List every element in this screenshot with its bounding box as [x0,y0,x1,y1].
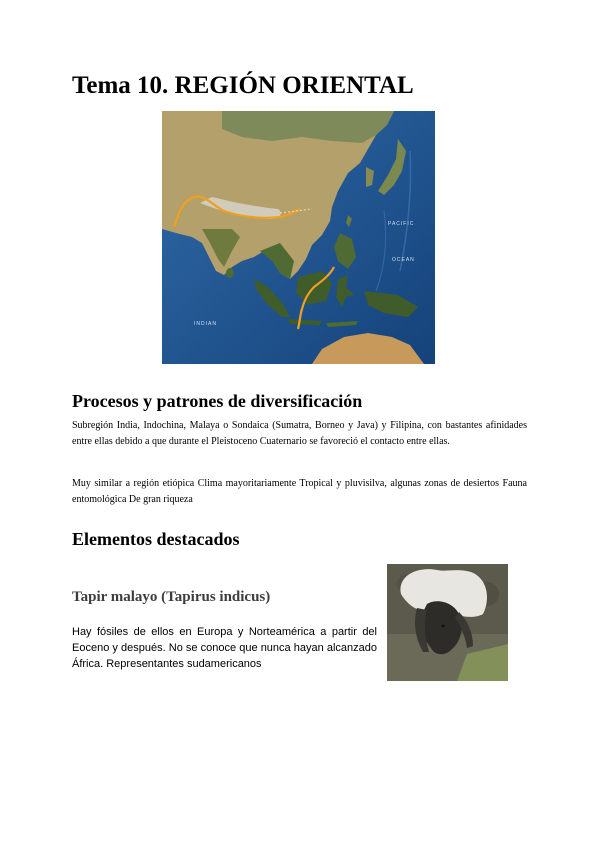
page-title: Tema 10. REGIÓN ORIENTAL [72,72,414,99]
paragraph-subregiones: Subregión India, Indochina, Malaya o Sondaica (Sumatra, Borneo y Java) y Filipina, con bastantes afinidades entre ellas debido a que durante el Pleistoceno Cuaternario se favoreció el contacto entre ellas. [72,420,527,447]
paragraph-tapir: Hay fósiles de ellos en Europa y Norteamérica a partir del Eoceno y después. No se conoce que nunca hayan alcanzado África. Representantes sudamericanos [72,626,377,670]
region-map-image [162,111,435,364]
section-heading-procesos: Procesos y patrones de diversificación [72,391,363,411]
tapir-photo-image [387,564,508,681]
map-label-pacific: PACIFIC [388,221,415,227]
map-label-ocean: OCEAN [392,257,415,263]
section-heading-elementos: Elementos destacados [72,529,240,549]
paragraph-clima: Muy similar a región etiópica Clima mayoritariamente Tropical y pluvisilva, algunas zonas de desiertos Fauna entomológica De gran riqueza [72,478,527,505]
map-label-indian: INDIAN [194,321,217,327]
subheading-tapir: Tapir malayo (Tapirus indicus) [72,589,271,605]
